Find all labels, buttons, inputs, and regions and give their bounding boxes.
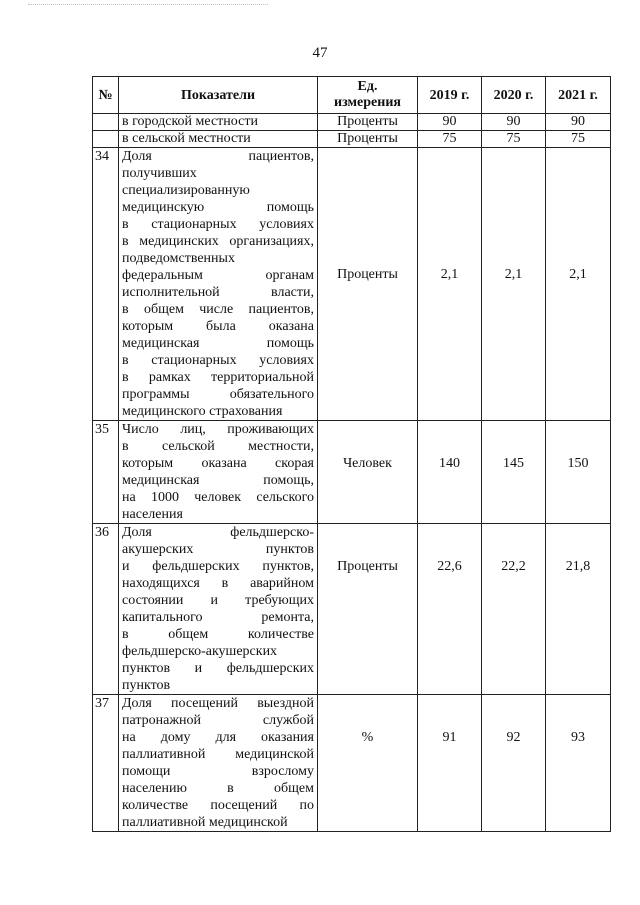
- indicator-line: на 1000 человек сельского: [122, 490, 314, 505]
- indicator-line: пунктов: [122, 678, 171, 693]
- indicator-line: в сельской местности: [122, 131, 251, 146]
- indicator-line: населения: [122, 507, 183, 522]
- value-2020: 92: [482, 695, 546, 832]
- row-unit: Проценты: [318, 524, 418, 695]
- header-year-2020: 2020 г.: [482, 77, 546, 114]
- row-unit: Проценты: [318, 148, 418, 421]
- row-unit: Человек: [318, 421, 418, 524]
- header-unit: [318, 77, 418, 114]
- indicator-line: медицинскую помощь: [122, 200, 314, 215]
- indicator-line: капитального ремонта,: [122, 610, 314, 625]
- indicator-line: состоянии и требующих: [122, 593, 314, 608]
- row-number: 34: [93, 148, 119, 421]
- table-row: [93, 524, 611, 695]
- indicator-line: специализированную: [122, 183, 250, 198]
- indicator-line: Доля посещений выездной: [122, 696, 314, 711]
- value-2021: 90: [546, 114, 611, 131]
- header-year-2019: 2019 г.: [418, 77, 482, 114]
- row-unit: Проценты: [318, 114, 418, 131]
- table-row: [93, 114, 611, 131]
- header-indicator: Показатели: [119, 77, 318, 114]
- row-number: 36: [93, 524, 119, 695]
- indicator-line: патронажной службой: [122, 713, 314, 728]
- indicator-line: медицинская помощь: [122, 336, 314, 351]
- indicator-line: на дому для оказания: [122, 730, 314, 745]
- indicator-line: в сельской местности,: [122, 439, 314, 454]
- row-indicator: [119, 524, 318, 695]
- table-row: [93, 421, 611, 524]
- indicator-line: которым была оказана: [122, 319, 314, 334]
- indicator-line: находящихся в аварийном: [122, 576, 314, 591]
- indicator-line: Доля фельдшерско-: [122, 525, 314, 540]
- table-row: [93, 148, 611, 421]
- row-unit: Проценты: [318, 131, 418, 148]
- table-row: [93, 131, 611, 148]
- row-indicator: [119, 148, 318, 421]
- value-2019: 22,6: [418, 524, 482, 695]
- indicator-line: медицинская помощь,: [122, 473, 314, 488]
- row-indicator: [119, 131, 318, 148]
- value-2021: 75: [546, 131, 611, 148]
- header-year-2021: 2021 г.: [546, 77, 611, 114]
- indicator-line: Доля пациентов,: [122, 149, 314, 164]
- row-number: 35: [93, 421, 119, 524]
- indicator-line: паллиативной медицинской: [122, 815, 288, 830]
- indicator-line: фельдшерско-акушерских: [122, 644, 278, 659]
- value-2021: 21,8: [546, 524, 611, 695]
- indicator-line: в городской местности: [122, 114, 258, 129]
- indicator-line: в медицинских организациях,: [122, 234, 314, 249]
- value-2019: 75: [418, 131, 482, 148]
- header-unit-line1: Ед.: [357, 79, 378, 94]
- indicator-line: получивших: [122, 166, 197, 181]
- value-2021: 93: [546, 695, 611, 832]
- indicator-line: в стационарных условиях: [122, 353, 314, 368]
- indicator-line: которым оказана скорая: [122, 456, 314, 471]
- indicator-line: программы обязательного: [122, 387, 314, 402]
- value-2020: 90: [482, 114, 546, 131]
- indicator-line: в стационарных условиях: [122, 217, 314, 232]
- table-header-row: [93, 77, 611, 114]
- indicator-line: количестве посещений по: [122, 798, 314, 813]
- header-number: №: [93, 77, 119, 114]
- row-number: [93, 131, 119, 148]
- indicator-line: федеральным органам: [122, 268, 314, 283]
- indicator-line: в рамках территориальной: [122, 370, 314, 385]
- row-unit: %: [318, 695, 418, 832]
- value-2019: 2,1: [418, 148, 482, 421]
- indicator-line: пунктов и фельдшерских: [122, 661, 314, 676]
- value-2020: 75: [482, 131, 546, 148]
- indicator-line: медицинского страхования: [122, 404, 283, 419]
- page-number: 47: [312, 45, 328, 61]
- value-2020: 145: [482, 421, 546, 524]
- value-2019: 140: [418, 421, 482, 524]
- indicator-line: исполнительной власти,: [122, 285, 314, 300]
- value-2021: 2,1: [546, 148, 611, 421]
- indicator-line: в общем числе пациентов,: [122, 302, 314, 317]
- indicator-line: подведомственных: [122, 251, 235, 266]
- indicator-line: Число лиц, проживающих: [122, 422, 314, 437]
- indicator-line: населению в общем: [122, 781, 314, 796]
- indicators-table: [92, 76, 611, 832]
- value-2020: 2,1: [482, 148, 546, 421]
- indicator-line: и фельдшерских пунктов,: [122, 559, 314, 574]
- row-number: 37: [93, 695, 119, 832]
- indicator-line: в общем количестве: [122, 627, 314, 642]
- value-2019: 90: [418, 114, 482, 131]
- table-row: [93, 695, 611, 832]
- indicator-line: помощи взрослому: [122, 764, 314, 779]
- indicator-line: акушерских пунктов: [122, 542, 314, 557]
- value-2020: 22,2: [482, 524, 546, 695]
- header-unit-line2: измерения: [334, 95, 401, 110]
- scan-artifact-marks: [28, 4, 268, 9]
- row-indicator: [119, 695, 318, 832]
- value-2019: 91: [418, 695, 482, 832]
- row-indicator: [119, 114, 318, 131]
- row-number: [93, 114, 119, 131]
- row-indicator: [119, 421, 318, 524]
- value-2021: 150: [546, 421, 611, 524]
- indicator-line: паллиативной медицинской: [122, 747, 314, 762]
